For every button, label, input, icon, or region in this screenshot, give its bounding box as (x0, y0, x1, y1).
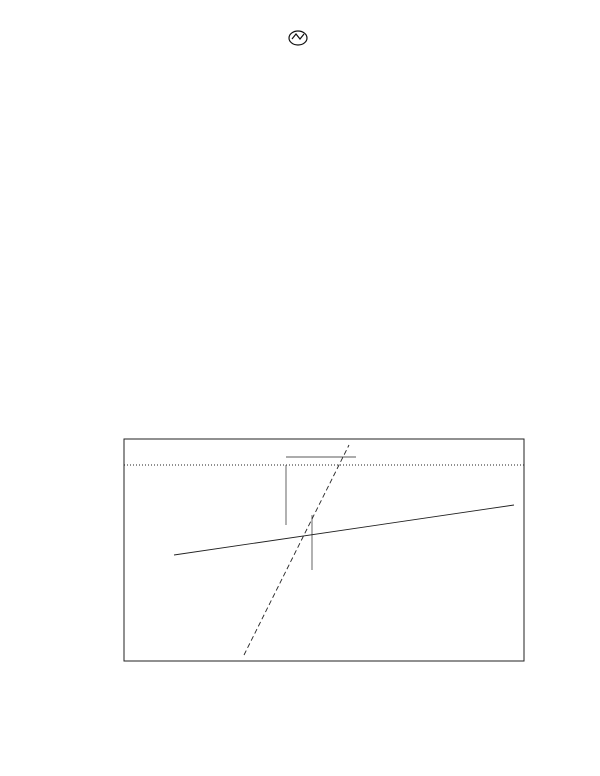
right-column (312, 66, 556, 74)
weibull-chart (84, 435, 540, 691)
left-column (58, 66, 298, 71)
page-header (0, 30, 600, 46)
weibull-line-beta07 (174, 505, 514, 555)
plot-frame (124, 439, 524, 661)
weibull-figure (84, 435, 540, 691)
astm-logo-icon (288, 30, 308, 46)
weibull-line-beta4 (244, 445, 349, 655)
